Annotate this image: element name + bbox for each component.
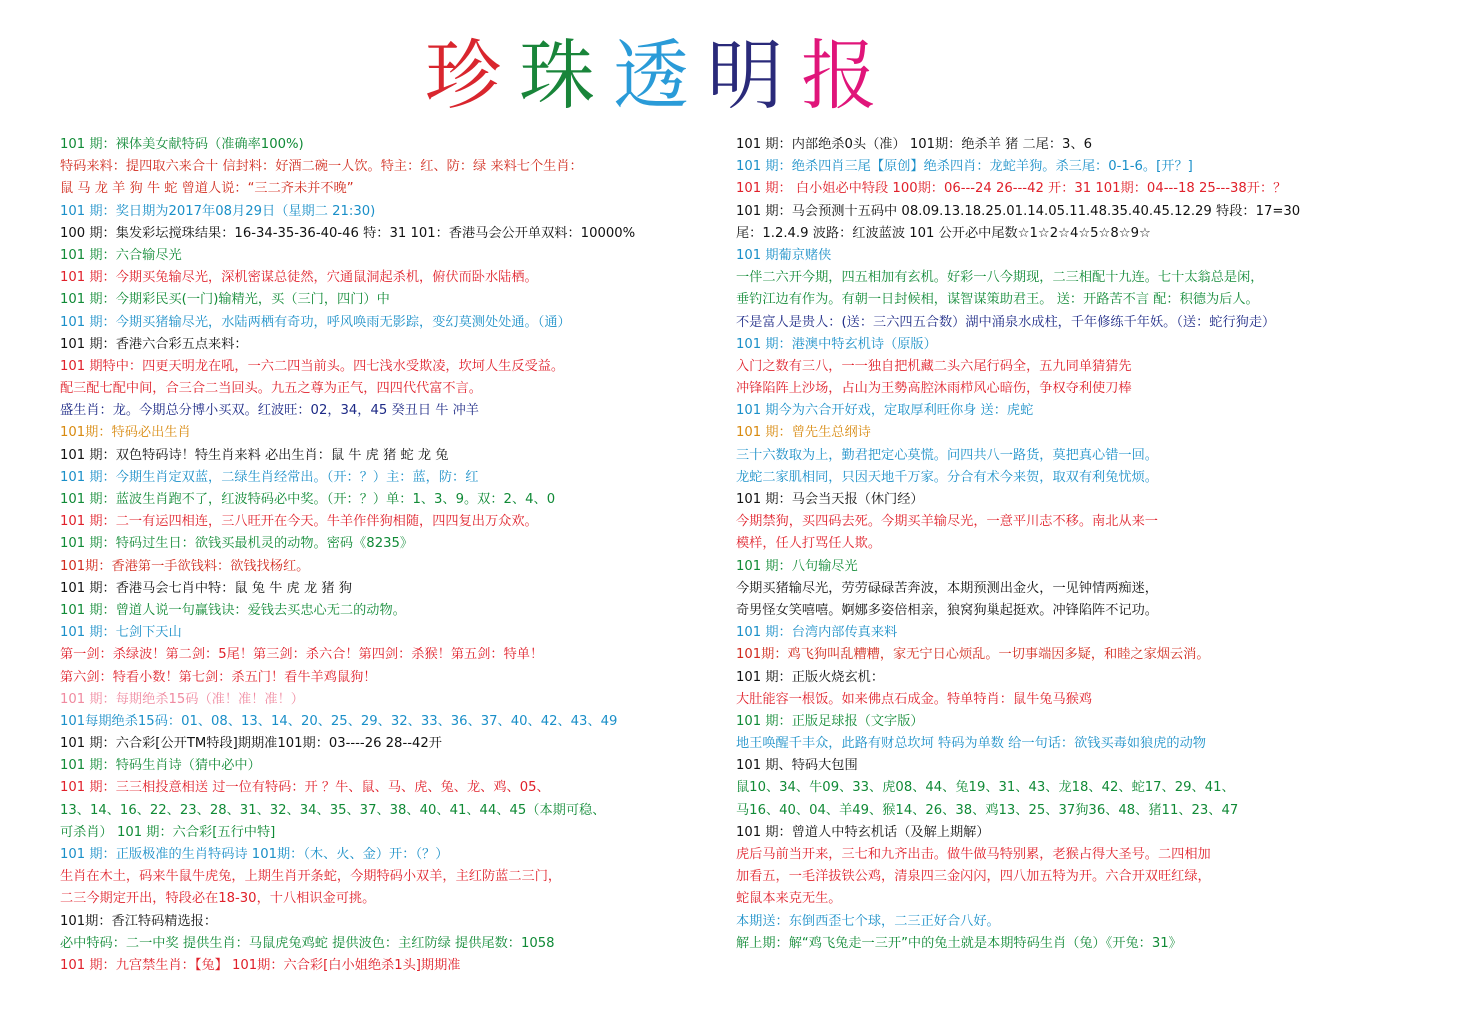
text-line: 101 期：二一有运四相连，三八旺开在今天。牛羊作伴狗相随，四四复出万众欢。: [60, 514, 538, 530]
text-line: 101 期：绝杀四肖三尾【原创】绝杀四肖：龙蛇羊狗。杀三尾：0-1-6。[开？]: [736, 159, 1193, 175]
text-line: 101 期：曾先生总纲诗: [736, 425, 871, 441]
text-line: 101 期：今期买猪输尽光，水陆两栖有奇功，呼风唤雨无影踪，变幻莫测处处通。（通）: [60, 314, 571, 330]
text-line: 101 期：特码过生日：欲钱买最机灵的动物。密码《8235》: [60, 536, 414, 552]
text-line: 101每期绝杀15码：01、08、13、14、20、25、29、32、33、36、37、40、42、43、49: [60, 713, 618, 729]
page-title: [425, 28, 905, 123]
text-line: 101 期：特码生肖诗（猜中必中）: [60, 758, 261, 774]
text-line: 101 期：港澳中特玄机诗（原版）: [736, 336, 937, 352]
text-line: 今期禁狗，买四码去死。今期买羊输尽光，一意平川志不移。南北从来一: [736, 514, 1158, 530]
text-line: 必中特码：二一中奖 提供生肖：马鼠虎兔鸡蛇 提供波色：主红防绿 提供尾数：1058: [60, 935, 555, 951]
text-line: 第六剑：特看小数！第七剑：杀五门！看牛羊鸡鼠狗！: [60, 669, 377, 685]
text-line: 101 期：三三相投意相送 过一位有特码：开 ？牛、鼠、马、虎、兔、龙、鸡、05、: [60, 780, 550, 796]
text-line: 101 期：今期买兔输尽光，深机密谋总徒然，穴通鼠洞起杀机，俯伏而卧水陆栖。: [60, 270, 538, 286]
text-line: 101 期：六合彩[公开TM特段]期期准101期：03----26 28--42开: [60, 736, 442, 752]
text-line: 不是富人是贵人：(送：三六四五合数）湖中涌泉水成柱，千年修练千年妖。（送：蛇行狗走）: [736, 314, 1276, 330]
text-line: 今期买猪输尽光，劳劳碌碌苦奔波，本期预测出金火，一见钟情两痴迷，: [736, 580, 1158, 596]
text-line: 101 期：九宫禁生肖：【兔】 101期：六合彩[白小姐绝杀1头]期期准: [60, 957, 461, 973]
text-line: 特码来料：提四取六来合十 信封料：好酒二碗一人饮。特主：红、防：绿 来料七个生肖：: [60, 159, 583, 175]
text-line: 101期：香江特码精选报：: [60, 913, 218, 929]
text-line: 101期：鸡飞狗叫乱糟糟，家无宁日心烦乱。一切事端因多疑，和睦之家烟云消。: [736, 647, 1210, 663]
title-char: 珍: [425, 31, 501, 120]
text-line: 蛇鼠本来克无生。: [736, 891, 842, 907]
text-line: 101 期、特码大包围: [736, 758, 858, 774]
title-char: 透: [613, 31, 689, 120]
text-line: 101 期：马会预测十五码中 08.09.13.18.25.01.14.05.11.48.35.40.45.12.29 特段：17=30: [736, 203, 1301, 219]
text-line: 101 期：曾道人说一句赢钱诀：爱钱去买忠心无二的动物。: [60, 602, 406, 618]
text-line: 101 期：六合输尽光: [60, 247, 182, 263]
title-char: 明: [707, 31, 783, 120]
text-line: 101 期特中：四更天明龙在吼，一六二四当前头。四七浅水受欺凌，坎坷人生反受益。: [60, 358, 565, 374]
text-line: 地王唤醒千丰众，此路有财总坎坷 特码为单数 给一句话：欲钱买毒如狼虎的动物: [736, 736, 1206, 752]
text-line: 101 期：正版足球报（文字版）: [736, 713, 924, 729]
text-line: 13、14、16、22、23、28、31、32、34、35、37、38、40、41、44、45（本期可稳、: [60, 802, 606, 818]
text-line: 100 期：集发彩坛搅珠结果：16-34-35-36-40-46 特：31 101：香港马会公开单双料：10000%: [60, 225, 636, 241]
text-line: 101 期： 白小姐必中特段 100期：06---24 26---42 开：31 101期：04---18 25---38开：？: [736, 181, 1287, 197]
text-line: 一伴二六开今期，四五相加有玄机。好彩一八今期现，二三相配十九连。七十太翁总是闲，: [736, 270, 1264, 286]
text-line: 奇男怪女笑嘻嘻。婀娜多姿倍相亲，狼窝狗巢起挺欢。冲锋陷阵不记功。: [736, 602, 1158, 618]
text-line: 101 期今为六合开好戏，定取厚利旺你身 送：虎蛇: [736, 403, 1034, 419]
right-column: [736, 134, 1436, 955]
text-line: 冲锋陷阵上沙场，占山为王勢高腔沐雨栉风心暗伤，争权夺利使刀棒: [736, 381, 1132, 397]
text-line: 垂钓江边有作为。有朝一日封候相，谋智谋策助君王。 送：开路苦不言 配：积德为后人。: [736, 292, 1259, 308]
text-line: 鼠10、34、牛09、33、虎08、44、兔19、31、43、龙18、42、蛇17、29、41、: [736, 780, 1235, 796]
text-line: 大肚能容一根饭。如来佛点石成金。特单特肖：鼠牛兔马猴鸡: [736, 691, 1093, 707]
text-line: 本期送：东倒西歪七个球，二三正好合八好。: [736, 913, 1000, 929]
text-line: 101 期：正版极准的生肖特码诗 101期：（木、火、金）开：（？）: [60, 847, 449, 862]
text-line: 101 期：七剑下天山: [60, 625, 182, 641]
text-line: 三十六数取为上，勤君把定心莫慌。问四共八一路货，莫把真心错一回。: [736, 447, 1158, 463]
text-line: 101 期：今期彩民买(一门)输精光，买（三门，四门）中: [60, 292, 390, 308]
text-line: 101 期：台湾内部传真来料: [736, 625, 898, 641]
text-line: 解上期：解“鸡飞兔走一三开”中的兔土就是本期特码生肖（兔）《开兔：31》: [736, 935, 1182, 951]
text-line: 101 期：正版火烧玄机：: [736, 669, 885, 685]
text-line: 101 期：蓝波生肖跑不了，红波特码必中奖。（开：？）单：1、3、9。双：2、4、0: [60, 492, 556, 507]
text-line: 盛生肖：龙。今期总分博小买双。红波旺：02，34，45 癸丑日 牛 冲羊: [60, 403, 479, 419]
text-line: 配三配七配中间，合三合二当回头。九五之尊为正气，四四代代富不言。: [60, 381, 482, 397]
text-line: 101期：香港第一手欲钱料：欲钱找杨红。: [60, 558, 310, 574]
text-line: 101 期：奖日期为2017年08月29日（星期二 21:30): [60, 203, 376, 219]
text-line: 101 期：双色特码诗！特生肖来料 必出生肖：鼠 牛 虎 猪 蛇 龙 兔: [60, 447, 449, 463]
left-column: [60, 134, 725, 977]
title-char: 报: [801, 31, 877, 120]
text-line: 入门之数有三八，一一独自把机藏二头六尾行码全，五九同单猜猜先: [736, 358, 1132, 374]
text-line: 101期：特码必出生肖: [60, 425, 191, 441]
text-line: 第一剑：杀绿波！第二剑：5尾！第三剑：杀六合！第四剑：杀猴！第五剑：特单！: [60, 647, 544, 663]
text-line: 虎后马前当开来，三七和九齐出击。做牛做马特别累，老猴占得大圣号。二四相加: [736, 847, 1211, 862]
text-line: 尾：1.2.4.9 波路：红波蓝波 101 公开必中尾数☆1☆2☆4☆5☆8☆9☆: [736, 225, 1151, 241]
text-line: 101 期：今期生肖定双蓝，二绿生肖经常出。（开：？）主：蓝，防：红: [60, 469, 479, 485]
text-line: 马16、40、04、羊49、猴14、26、38、鸡13、25、37狗36、48、猪11、23、47: [736, 802, 1239, 818]
text-line: 101 期：每期绝杀15码（准！准！准！）: [60, 691, 304, 707]
text-line: 101 期：内部绝杀0头（准） 101期：绝杀羊 猪 二尾：3、6: [736, 137, 1093, 152]
text-line: 龙蛇二家肌相同，只因天地千万家。分合有术今来贺，取双有利兔忧烦。: [736, 469, 1158, 485]
text-line: 101 期：香港马会七肖中特：鼠 兔 牛 虎 龙 猪 狗: [60, 580, 352, 596]
text-line: 模样，任人打骂任人欺。: [736, 536, 882, 552]
title-char: 珠: [519, 31, 595, 120]
text-line: 101 期：裸体美女献特码（准确率100%): [60, 137, 304, 152]
text-line: 101 期葡京赌侠: [736, 247, 832, 263]
text-line: 鼠 马 龙 羊 狗 牛 蛇 曾道人说：“三二齐未并不晚”: [60, 181, 354, 197]
text-line: 生肖在木土，码来牛鼠牛虎兔，上期生肖开条蛇，今期特码小双羊，主红防蓝二三门，: [60, 869, 562, 885]
text-line: 101 期：马会当天报（休门经）: [736, 492, 924, 507]
text-line: 101 期：八句输尽光: [736, 558, 858, 574]
text-line: 101 期：香港六合彩五点来料：: [60, 336, 248, 352]
text-line: 加看五，一毛洋拔铁公鸡，清泉四三金闪闪，四八加五特为开。六合开双旺红绿，: [736, 869, 1211, 885]
text-line: 二三今期定开出，特段必在18-30，十八相识金可挑。: [60, 891, 376, 907]
text-line: 可杀肖） 101 期：六合彩[五行中特]: [60, 824, 276, 840]
text-line: 101 期：曾道人中特玄机话（及解上期解）: [736, 824, 990, 840]
